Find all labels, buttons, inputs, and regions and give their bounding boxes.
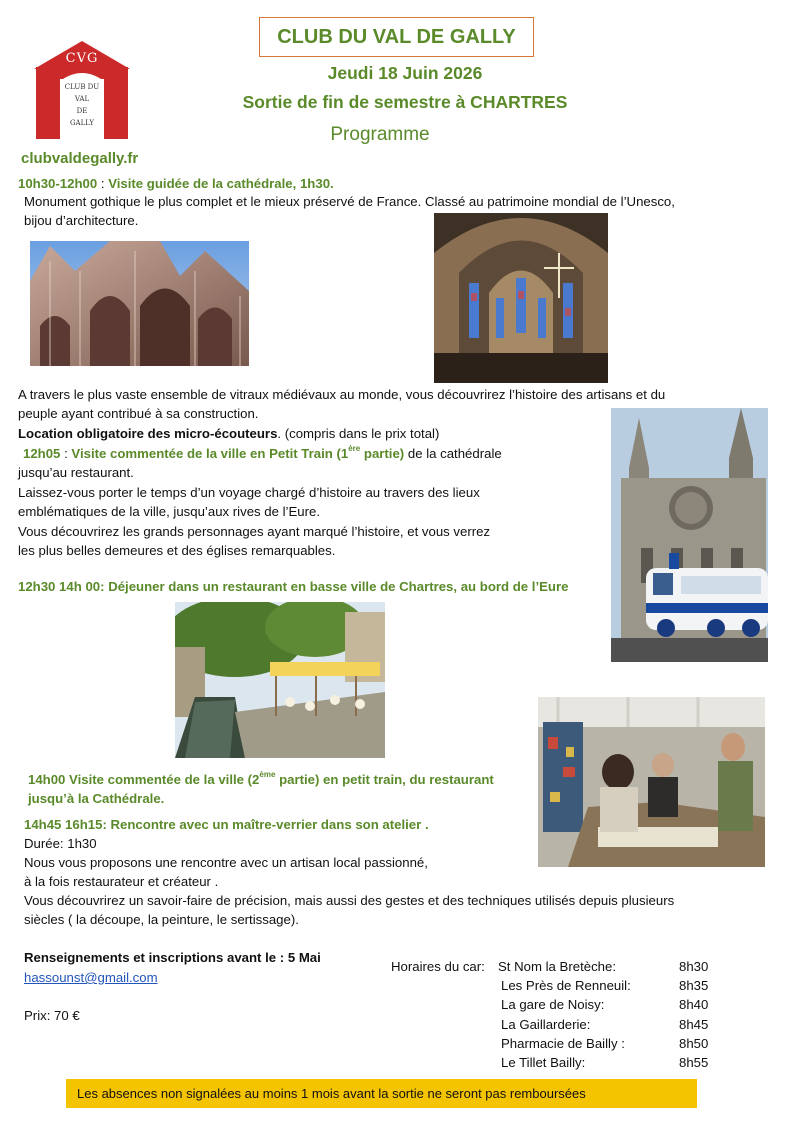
section3-time: 12h30 14h 00 [18,579,101,594]
section3-heading: 12h30 14h 00: Déjeuner dans un restaurant en basse ville de Chartres, au bord de l’Eure [18,579,569,594]
logo-line: GALLY [69,119,95,127]
section2-title-b: partie) [360,446,405,461]
section2-sup: ère [348,444,361,453]
section3-title: Déjeuner dans un restaurant en basse ville de Chartres, au bord de l’Eure [108,579,569,594]
section5-text: siècles ( la découpe, la peinture, le sertissage). [24,912,299,927]
event-date: Jeudi 18 Juin 2026 [327,63,483,83]
section2-text: Laissez-vous porter le temps d’un voyage chargé d’histoire au travers des lieux [18,485,480,500]
section1-time: 10h30-12h00 [18,176,98,191]
section4-line2: jusqu’à la Cathédrale. [28,791,165,806]
section1-text: peuple ayant contribué à sa construction. [18,406,259,421]
section1-heading: 10h30-12h00 : Visite guidée de la cathédrale, 1h30. [18,176,334,191]
refund-notice-bar [66,1079,697,1108]
rental-note [18,425,439,443]
club-title: CLUB DU VAL DE GALLY [259,17,534,57]
bus-stop-time: 8h45 [679,1017,709,1032]
bus-stop-name: St Nom la Bretèche: [498,959,617,974]
section1-title: Visite guidée de la cathédrale, 1h30. [108,176,334,191]
refund-notice: Les absences non signalées au moins 1 mois avant la sortie ne seront pas remboursées [77,1086,586,1101]
registration-deadline: Renseignements et inscriptions avant le : 5 Mai [24,950,321,965]
bus-stop-name: La gare de Noisy: [501,997,605,1012]
section2-text: emblématiques de la ville, jusqu’aux rives de l’Eure. [18,504,320,519]
section2-text: jusqu’au restaurant. [18,465,134,480]
section2-text: les plus belles demeures et des églises remarquables. [18,543,336,558]
section5-time: 14h45 16h15 [24,817,103,832]
logo-line: VAL [74,95,90,103]
website-link[interactable]: clubvaldegally.fr [21,150,139,167]
logo-line: CLUB DU [64,83,100,91]
logo-line: DE [76,107,88,115]
cathedral-facade-photo [30,241,249,366]
price: Prix: 70 € [24,1008,80,1023]
section4-line1 [28,771,494,789]
bus-stop-time: 8h50 [679,1036,709,1051]
cathedral-interior-photo [434,213,608,383]
section1-text: Monument gothique le plus complet et le mieux préservé de France. Classé au patrimoine mondial de l’Unesco, [24,194,675,209]
event-subtitle: Sortie de fin de semestre à CHARTRES [242,92,568,112]
bus-stop-time: 8h30 [679,959,709,974]
club-logo [32,39,132,139]
section4-line1-b: partie) en petit train, du restaurant [275,772,494,787]
section2-time: 12h05 [23,446,61,461]
rental-bold: Location obligatoire des micro-écouteurs [18,426,278,441]
glass-workshop-photo [538,697,765,867]
section5-duration: Durée: 1h30 [24,836,97,851]
programme-heading: Programme [330,124,430,145]
bus-stop-name: Le Tillet Bailly: [501,1055,586,1070]
section1-text: bijou d’architecture. [24,213,139,228]
restaurant-photo [175,602,385,758]
bus-stop-name: Les Près de Renneuil: [501,978,631,993]
section2-heading: 12h05 : Visite commentée de la ville en Petit Train (1ère partie) de la cathédrale [23,444,502,461]
section5-text: Nous vous proposons une rencontre avec un artisan local passionné, [24,855,428,870]
petit-train-photo [611,408,768,662]
bus-stop-name: La Gaillarderie: [501,1017,591,1032]
section1-text: A travers le plus vaste ensemble de vitraux médiévaux au monde, vous découvrirez l’histoire des artisans et du [18,387,666,402]
section2-text: Vous découvrirez les grands personnages ayant marqué l’histoire, et vous verrez [18,524,491,539]
contact-email-link[interactable]: hassounst@gmail.com [24,970,158,985]
section4-line1-a: 14h00 Visite commentée de la ville (2 [28,772,260,787]
bus-schedule-label: Horaires du car: [391,959,485,974]
section2-title-a: Visite commentée de la ville en Petit Train (1 [71,446,349,461]
section2-title-rest: de la cathédrale [404,446,502,461]
logo-initials: CVG [65,51,99,66]
bus-stop-time: 8h40 [679,997,709,1012]
section5-text: Vous découvrirez un savoir-faire de précision, mais aussi des gestes et des techniques utilisés depuis plusieurs [24,893,675,908]
section4-sup: ème [259,770,276,779]
section5-title: Rencontre avec un maître-verrier dans son atelier . [110,817,429,832]
section5-heading: 14h45 16h15: Rencontre avec un maître-verrier dans son atelier . [24,817,429,832]
bus-stop-time: 8h35 [679,978,709,993]
section5-text: à la fois restaurateur et créateur . [24,874,219,889]
rental-rest: . (compris dans le prix total) [277,426,440,441]
bus-stop-time: 8h55 [679,1055,709,1070]
bus-stop-name: Pharmacie de Bailly : [501,1036,625,1051]
